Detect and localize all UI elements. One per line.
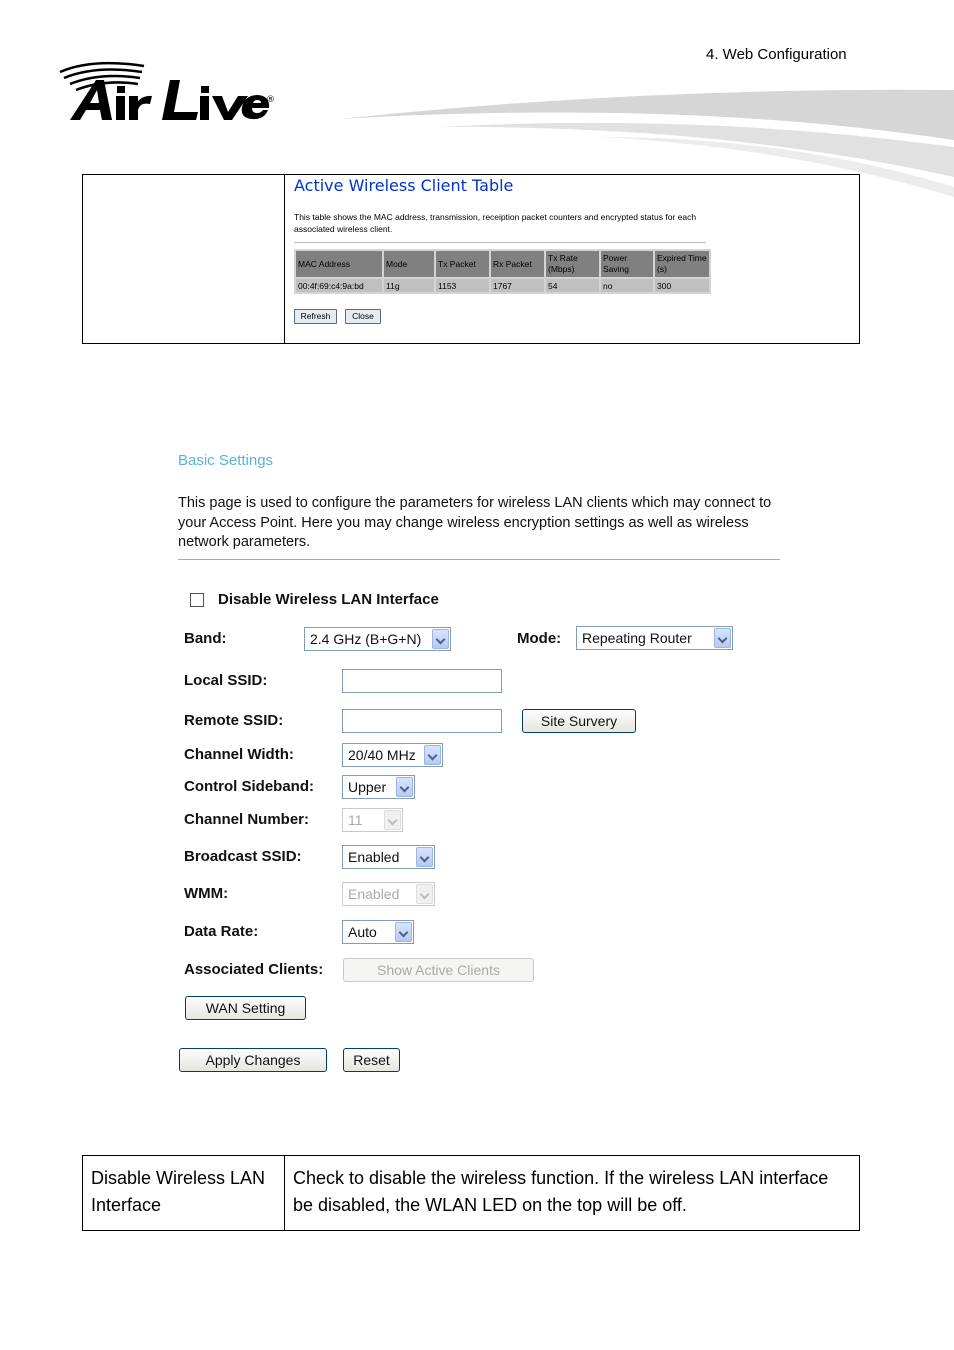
local-ssid-label: Local SSID:: [184, 672, 268, 689]
chapter-header: 4. Web Configuration: [706, 46, 847, 63]
site-survey-button[interactable]: Site Survery: [522, 709, 636, 733]
registered-mark: ®: [266, 95, 275, 105]
channel-width-value: 20/40 MHz: [348, 747, 416, 763]
table-cell: 1153: [436, 279, 489, 292]
active-client-title: Active Wireless Client Table: [294, 176, 514, 195]
table-cell: 11g: [384, 279, 434, 292]
wmm-value: Enabled: [348, 886, 400, 902]
associated-clients-label: Associated Clients:: [184, 961, 324, 978]
wmm-label: WMM:: [184, 885, 229, 902]
column-header: MAC Address: [296, 251, 382, 277]
control-sideband-label: Control Sideband:: [184, 778, 314, 795]
table-cell: 00:4f:69:c4:9a:bd: [296, 279, 382, 292]
active-client-description: This table shows the MAC address, transmission, receiption packet counters and encrypted status for each associated wireless client.: [294, 212, 697, 234]
column-header: Tx Packet: [436, 251, 489, 277]
description-term: Disable Wireless LAN Interface: [83, 1156, 285, 1230]
close-button[interactable]: Close: [345, 309, 381, 324]
data-rate-select[interactable]: [342, 920, 414, 944]
disable-wlan-checkbox[interactable]: [190, 593, 204, 607]
channel-number-label: Channel Number:: [184, 811, 310, 828]
basic-settings-description: This page is used to configure the parameters for wireless LAN clients which may connect to your Access Point. Here you may change wireless encryption settings as well as wireless network parameters.: [178, 495, 772, 550]
remote-ssid-label: Remote SSID:: [184, 712, 284, 729]
chevron-down-icon: [416, 847, 433, 867]
band-value: 2.4 GHz (B+G+N): [310, 631, 422, 647]
control-sideband-value: Upper: [348, 779, 387, 795]
show-active-clients-button[interactable]: Show Active Clients: [343, 958, 534, 982]
broadcast-ssid-label: Broadcast SSID:: [184, 848, 302, 865]
table-cell: 54: [546, 279, 599, 292]
reset-button[interactable]: Reset: [343, 1048, 400, 1072]
channel-number-value: 11: [348, 812, 363, 828]
mode-select[interactable]: [576, 626, 733, 650]
table-left-cell: [83, 175, 285, 343]
data-rate-label: Data Rate:: [184, 923, 259, 940]
chevron-down-icon: [432, 629, 449, 649]
column-header: Expired Time (s): [655, 251, 709, 277]
broadcast-ssid-select[interactable]: [342, 845, 435, 869]
table-cell: 1767: [491, 279, 544, 292]
wmm-select[interactable]: [342, 882, 435, 906]
disable-wlan-label: Disable Wireless LAN Interface: [218, 591, 439, 608]
column-header: Tx Rate (Mbps): [546, 251, 599, 277]
channel-width-label: Channel Width:: [184, 746, 294, 763]
refresh-button[interactable]: Refresh: [294, 309, 337, 324]
mode-label: Mode:: [517, 630, 562, 647]
divider: [294, 242, 706, 243]
description-table: [82, 1155, 860, 1231]
active-client-table-box: [82, 174, 860, 344]
chevron-down-icon: [396, 777, 413, 797]
column-header: Mode: [384, 251, 434, 277]
band-label: Band:: [184, 630, 227, 647]
column-header: Rx Packet: [491, 251, 544, 277]
chevron-down-icon: [416, 884, 433, 904]
remote-ssid-input[interactable]: [342, 709, 502, 733]
local-ssid-input[interactable]: [342, 669, 502, 693]
table-cell: 300: [655, 279, 709, 292]
apply-changes-button[interactable]: Apply Changes: [179, 1048, 327, 1072]
table-row: [296, 279, 709, 292]
basic-settings-title: Basic Settings: [178, 452, 274, 469]
description-definition: Check to disable the wireless function. If the wireless LAN interface be disabled, the WLAN LED on the top will be off.: [293, 1168, 829, 1215]
client-table: [294, 249, 711, 294]
broadcast-ssid-value: Enabled: [348, 849, 400, 865]
column-header: Power Saving: [601, 251, 653, 277]
data-rate-value: Auto: [348, 924, 377, 940]
chevron-down-icon: [424, 745, 441, 765]
table-right-cell: [285, 175, 859, 343]
mode-value: Repeating Router: [582, 630, 692, 646]
channel-number-select[interactable]: [342, 808, 403, 832]
chevron-down-icon: [384, 810, 401, 830]
table-cell: no: [601, 279, 653, 292]
chevron-down-icon: [395, 922, 412, 942]
chevron-down-icon: [714, 628, 731, 648]
wan-setting-button[interactable]: WAN Setting: [185, 996, 306, 1020]
band-select[interactable]: [304, 627, 451, 651]
airlive-logo: [52, 58, 282, 128]
channel-width-select[interactable]: [342, 743, 443, 767]
divider: [178, 559, 780, 560]
control-sideband-select[interactable]: [342, 775, 415, 799]
client-table-header-row: [296, 251, 709, 277]
